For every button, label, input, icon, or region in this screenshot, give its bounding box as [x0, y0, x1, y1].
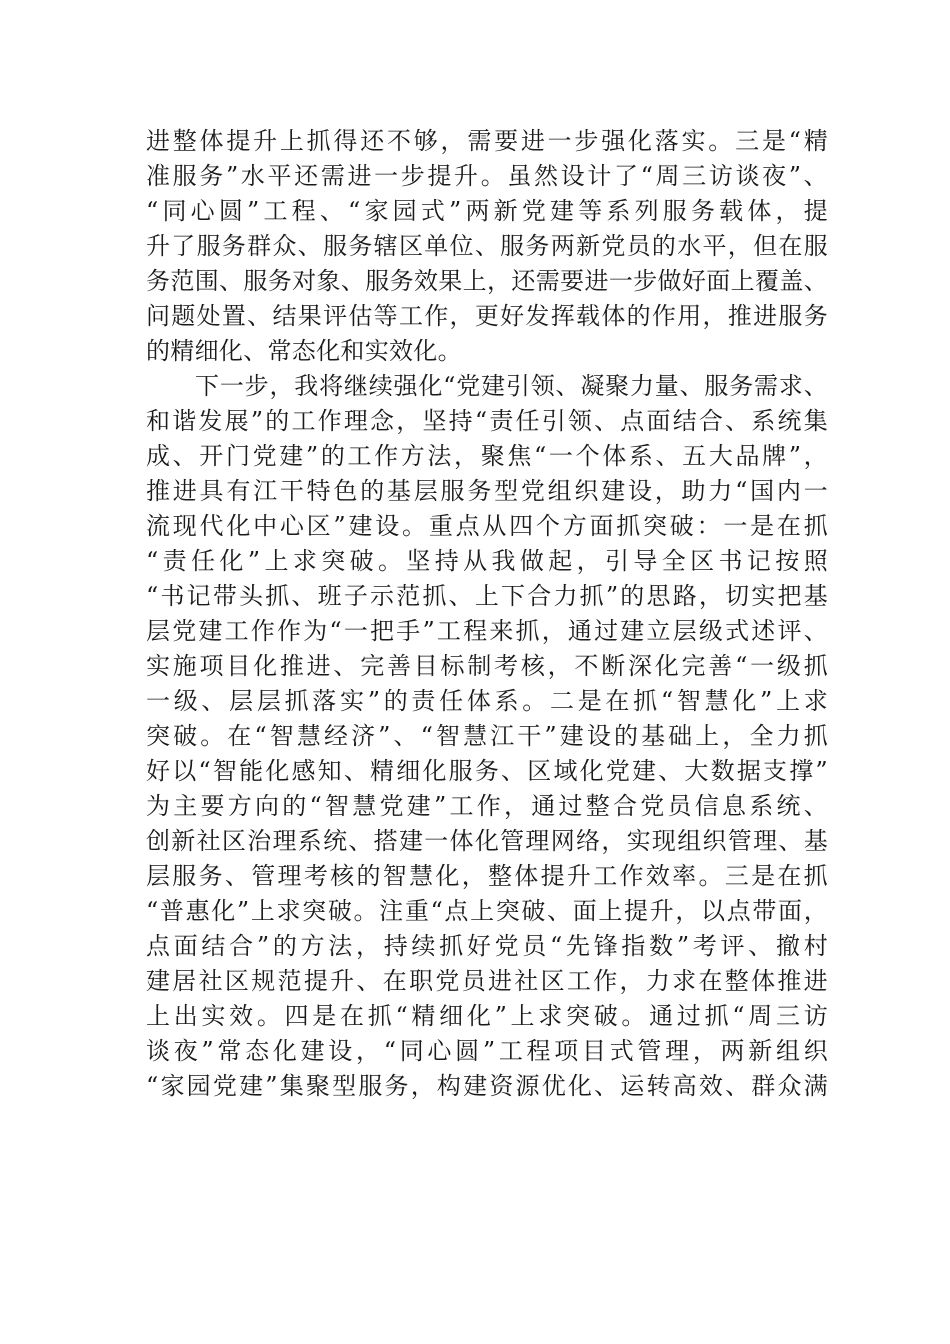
paragraph-2 — [146, 369, 828, 1279]
text-line — [146, 1139, 828, 1174]
text-line — [146, 1209, 828, 1244]
text-line: 下一步，我将继续强化“党建引领、凝聚力量、服务需求、 — [195, 372, 828, 400]
text-line: 成、开门党建”的工作方法，聚焦“一个体系、五大品牌”， — [146, 442, 828, 470]
text-line: 为主要方向的“智慧党建”工作，通过整合党员信息系统、 — [146, 792, 828, 820]
text-line: 创新社区治理系统、搭建一体化管理网络，实现组织管理、基 — [146, 827, 828, 855]
text-line — [146, 1244, 828, 1279]
document-body — [146, 124, 828, 1279]
text-line: “责任化”上求突破。坚持从我做起，引导全区书记按照 — [146, 547, 828, 575]
text-line: 和谐发展”的工作理念，坚持“责任引领、点面结合、系统集 — [146, 407, 828, 435]
text-line — [146, 1104, 828, 1139]
text-line: “同心圆”工程、“家园式”两新党建等系列服务载体，提 — [146, 197, 828, 225]
text-line: 进整体提升上抓得还不够，需要进一步强化落实。三是“精 — [146, 127, 828, 155]
text-line: 谈夜”常态化建设，“同心圆”工程项目式管理，两新组织 — [146, 1037, 828, 1065]
text-line: 好以“智能化感知、精细化服务、区域化党建、大数据支撑” — [146, 757, 828, 785]
text-line: 流现代化中心区”建设。重点从四个方面抓突破：一是在抓 — [146, 512, 828, 540]
text-line: 建居社区规范提升、在职党员进社区工作，力求在整体推进 — [146, 967, 828, 995]
text-line: 一级、层层抓落实”的责任体系。二是在抓“智慧化”上求 — [146, 687, 828, 715]
text-line: 务范围、服务对象、服务效果上，还需要进一步做好面上覆盖、 — [146, 267, 828, 295]
text-line: “普惠化”上求突破。注重“点上突破、面上提升，以点带面， — [146, 897, 828, 925]
text-line: 准服务”水平还需进一步提升。虽然设计了“周三访谈夜”、 — [146, 162, 828, 190]
text-line: 上出实效。四是在抓“精细化”上求突破。通过抓“周三访 — [146, 1002, 828, 1030]
text-line: 的精细化、常态化和实效化。 — [146, 337, 462, 365]
text-line — [146, 1174, 828, 1209]
text-line: 层服务、管理考核的智慧化，整体提升工作效率。三是在抓 — [146, 862, 828, 890]
text-line: 推进具有江干特色的基层服务型党组织建设，助力“国内一 — [146, 477, 828, 505]
paragraph-1 — [146, 124, 828, 369]
text-line: 实施项目化推进、完善目标制考核，不断深化完善“一级抓 — [146, 652, 828, 680]
text-line: “书记带头抓、班子示范抓、上下合力抓”的思路，切实把基 — [146, 582, 828, 610]
text-line: “家园党建”集聚型服务，构建资源优化、运转高效、群众满 — [146, 1072, 828, 1100]
text-line: 突破。在“智慧经济”、“智慧江干”建设的基础上，全力抓 — [146, 722, 828, 750]
text-line: 点面结合”的方法，持续抓好党员“先锋指数”考评、撤村 — [146, 932, 828, 960]
text-line: 问题处置、结果评估等工作，更好发挥载体的作用，推进服务 — [146, 302, 828, 330]
text-line: 升了服务群众、服务辖区单位、服务两新党员的水平，但在服 — [146, 232, 828, 260]
text-line: 层党建工作作为“一把手”工程来抓，通过建立层级式述评、 — [146, 617, 828, 645]
